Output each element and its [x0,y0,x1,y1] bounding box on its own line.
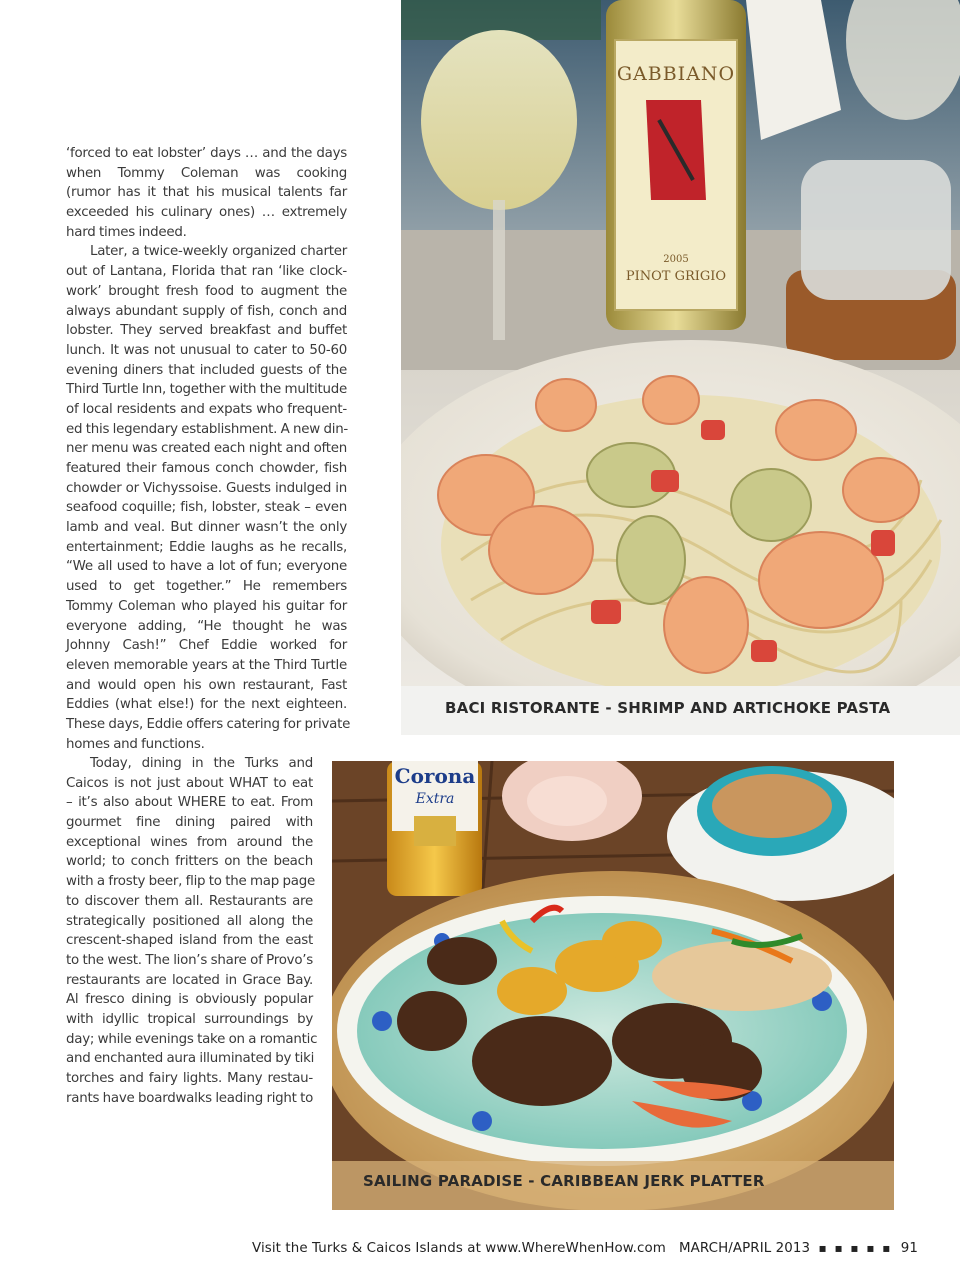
text-line: (rumor has it that his musical talents far [66,185,347,201]
article-column-b [66,754,318,1108]
text-line: and would open his own restaurant, Fast [66,677,347,693]
text-line: strategically positioned all along the [66,913,313,929]
text-line: exceptional wines from around the [66,834,313,850]
text-line: lobster. They served breakfast and buffet [66,323,347,339]
text-line: day; while evenings take on a romantic [66,1031,318,1047]
text-line: hard times indeed. [66,224,187,240]
page-footer [252,1241,918,1256]
photo-caption-jerk-platter: SAILING PARADISE - CARIBBEAN JERK PLATTER [363,1172,765,1190]
bottle-varietal-text: PINOT GRIGIO [625,269,727,284]
text-line: crescent-shaped island from the east [66,933,313,949]
text-line: “We all used to have a lot of fun; everyone [66,559,347,575]
text-line: Tommy Coleman who played his guitar for [66,598,347,614]
text-line: with idyllic tropical surroundings by [66,1011,313,1027]
text-line: featured their famous conch chowder, fish [66,461,347,476]
text-line: These days, Eddie offers catering for private [66,716,351,732]
photo-shrimp-artichoke-pasta [401,0,960,735]
text-line: ner menu was created each night and often [66,441,347,457]
text-line: ‘forced to eat lobster’ days … and the days [66,146,347,161]
text-line: and enchanted aura illuminated by tiki [66,1051,315,1067]
text-line: gourmet fine dining paired with [66,815,313,831]
text-line: entertainment; Eddie laughs as he recalls, [66,539,347,555]
bottle-brand-text: GABBIANO [616,63,736,85]
text-line: Later, a twice-weekly organized charter [90,244,347,260]
text-line: with a frosty beer, flip to the map page [66,874,315,890]
text-line: eleven memorable years at the Third Turtle [66,657,347,673]
text-line: used to get together.” He remembers [66,579,347,595]
text-line: Al fresco dining is obviously popular [66,992,313,1008]
text-line: lunch. It was not unusual to cater to 50-60 [66,342,347,358]
text-line: restaurants are located in Grace Bay. [66,972,313,988]
text-line: Today, dining in the Turks and [90,756,313,771]
text-line: to discover them all. Restaurants are [66,893,313,909]
footer-visit-text: Visit the Turks & Caicos Islands at www.WhereWhenHow.com [252,1241,666,1256]
page-number: 91 [900,1241,919,1256]
text-line: to the west. The lion’s share of Provo’s [66,952,313,968]
pasta-photo-illustration [401,0,960,735]
text-line: – it’s also about WHERE to eat. From [66,795,313,811]
text-line: torches and fairy lights. Many restau- [66,1071,313,1086]
text-line: Caicos is not just about WHAT to eat [66,775,313,791]
article-column-a [66,144,351,754]
text-line: seafood coquille; fish, lobster, steak – even [66,500,347,516]
text-line: everyone adding, “He thought he was [66,618,347,634]
footer-issue: MARCH/APRIL 2013 [678,1241,811,1256]
footer-dots: ▪ ▪ ▪ ▪ ▪ [818,1241,893,1255]
bottle-vintage-text: 2005 [663,254,689,265]
text-line: always abundant supply of fish, conch and [66,303,347,319]
text-line: lamb and veal. But dinner wasn’t the only [66,520,347,536]
text-line: chowder or Vichyssoise. Guests indulged in [66,480,347,496]
text-line: ed this legendary establishment. A new din- [66,421,349,437]
text-line: world; to conch fritters on the beach [66,854,313,870]
beer-sub-text: Extra [415,791,455,807]
photo-caption-pasta: BACI RISTORANTE - SHRIMP AND ARTICHOKE PASTA [445,699,891,717]
jerk-platter-photo-illustration [332,761,894,1210]
text-line: homes and functions. [66,736,205,752]
text-line: when Tommy Coleman was cooking [66,165,347,181]
text-line: work’ brought fresh food to augment the [66,283,347,299]
text-line: Third Turtle Inn, together with the multitude [66,382,347,398]
photo-caribbean-jerk-platter [332,761,894,1210]
text-line: evening diners that included guests of the [66,362,347,378]
text-line: exceeded his culinary ones) … extremely [66,205,347,221]
text-line: out of Lantana, Florida that ran ‘like clock- [66,264,347,280]
text-line: Johnny Cash!” Chef Eddie worked for [66,638,347,654]
beer-brand-text: Corona [394,764,476,788]
text-line: Eddies (what else!) for the next eighteen. [66,697,347,713]
text-line: rants have boardwalks leading right to [66,1090,314,1106]
text-line: of local residents and expats who frequent- [66,401,347,417]
